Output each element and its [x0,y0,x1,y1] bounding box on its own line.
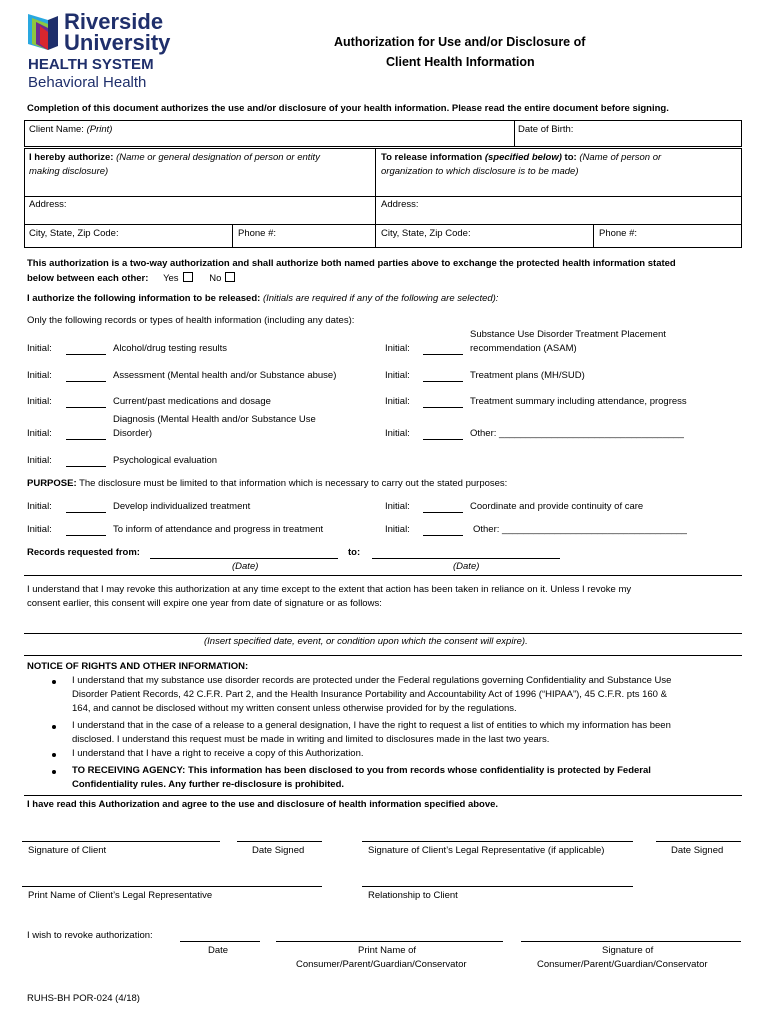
print-rep-label: Print Name of Client’s Legal Representative [28,890,213,901]
logo-behavioral-health: Behavioral Health [28,74,147,91]
notice-bullet-4-cont: Confidentiality rules. Any further re-disclosure is prohibited. [72,779,345,790]
initial-label: Initial: [385,501,410,512]
records-to-line[interactable] [372,558,560,559]
yes-checkbox[interactable] [183,272,193,282]
agree-text: I have read this Authorization and agree to the use and disclosure of health information specified above. [27,799,499,810]
purpose-item: Coordinate and provide continuity of care [470,501,644,512]
notice-bullet-3: I understand that I have a right to receive a copy of this Authorization. [72,748,364,759]
form-title-line1: Authorization for Use and/or Disclosure of [334,35,586,49]
date-signed-line-2[interactable] [656,841,741,842]
signature-of-client-label: Signature of Client [28,845,107,856]
address-right-field[interactable]: Address: [381,199,419,210]
rep-signature-line[interactable] [362,841,633,842]
other-purpose-field[interactable]: Other: ___________________________________ [473,524,687,535]
purpose-item: To inform of attendance and progress in treatment [113,524,324,535]
record-item: recommendation (ASAM) [470,343,577,354]
two-way-text-line1: This authorization is a two-way authorization and shall authorize both named parties above to exchange the protected health information stated [27,258,676,269]
initial-line[interactable] [66,535,106,536]
date-of-birth-field[interactable]: Date of Birth: [518,124,574,135]
record-item: Alcohol/drug testing results [113,343,228,354]
recipient-field[interactable]: To release information (specified below) to: (Name of person or [381,152,662,163]
client-name-field[interactable]: Client Name: (Print) [29,124,113,135]
notice-bullet-1: I understand that my substance use disorder records are protected under the Federal regulations governing Confidentiality and Substance Use [72,675,672,686]
release-only-text: Only the following records or types of health information (including any dates): [27,315,355,326]
client-row-box [24,120,742,147]
records-requested-label: Records requested from: [27,547,140,558]
purpose-item: Develop individualized treatment [113,501,251,512]
initial-label: Initial: [27,343,52,354]
authorizer-field[interactable]: I hereby authorize: (Name or general designation of person or entity [29,152,320,163]
logo-university: University [64,30,171,55]
insert-hint: (Insert specified date, event, or condition upon which the consent will expire). [204,636,528,647]
record-item: Diagnosis (Mental Health and/or Substance Use [113,414,316,425]
revoke-signature-line[interactable] [521,941,741,942]
release-heading: I authorize the following information to be released: (Initials are required if any of the following are selected): [27,293,499,304]
initial-line[interactable] [66,381,106,382]
rep-signature-label: Signature of Client’s Legal Representative (if applicable) [368,845,605,856]
record-item: Treatment plans (MH/SUD) [470,370,585,381]
notice-bullet-4: TO RECEIVING AGENCY: This information has been disclosed to you from records whose confidentiality is protected by Federal [72,765,651,776]
date-signed-label: Date Signed [252,845,305,856]
initial-label: Initial: [385,428,410,439]
initial-line[interactable] [423,439,463,440]
date-hint-left: (Date) [232,561,259,572]
initial-label: Initial: [27,501,52,512]
initial-label: Initial: [27,370,52,381]
revoke-label: I wish to revoke authorization: [27,930,153,941]
initial-label: Initial: [385,343,410,354]
logo-health-system: HEALTH SYSTEM [28,56,154,73]
intro-text: Completion of this document authorizes the use and/or disclosure of your health information. Please read the entire document before signing. [27,103,669,114]
phone-right-field[interactable]: Phone #: [599,228,638,239]
initial-line[interactable] [423,354,463,355]
revoke-text-line2: consent earlier, this consent will expire one year from date of signature or as follows: [27,598,382,609]
print-name-label: Print Name of [358,945,417,956]
address-left-field[interactable]: Address: [29,199,67,210]
initial-label: Initial: [27,396,52,407]
relationship-line[interactable] [362,886,633,887]
relationship-label: Relationship to Client [368,890,458,901]
phone-left-field[interactable]: Phone #: [238,228,277,239]
notice-bullet-2-cont: disclosed. I understand this request must be made in writing and limited to disclosures made in the last two years. [72,734,550,745]
purpose-heading: PURPOSE: The disclosure must be limited to that information which is necessary to carry out the stated purposes: [27,478,508,489]
initial-line[interactable] [66,439,106,440]
notice-bullet-2: I understand that in the case of a release to a general designation, I have the right to request a list of entities to which my information has been [72,720,671,731]
initial-label: Initial: [27,455,52,466]
records-to-label: to: [348,547,361,558]
initial-label: Initial: [385,396,410,407]
record-item: Current/past medications and dosage [113,396,271,407]
records-from-line[interactable] [150,558,338,559]
other-record-field[interactable]: Other: ___________________________________ [470,428,684,439]
signature-of-label-cont: Consumer/Parent/Guardian/Conservator [537,959,708,970]
form-id: RUHS-BH POR-024 (4/18) [27,993,140,1004]
record-item: Treatment summary including attendance, progress [470,396,687,407]
notice-title: NOTICE OF RIGHTS AND OTHER INFORMATION: [27,661,249,672]
print-rep-line[interactable] [22,886,322,887]
city-right-field[interactable]: City, State, Zip Code: [381,228,471,239]
initial-label: Initial: [385,524,410,535]
logo-riverside: Riverside [64,9,164,34]
signature-of-label: Signature of [602,945,654,956]
date-signed-label: Date Signed [671,845,724,856]
revoke-date-line[interactable] [180,941,260,942]
revoke-print-name-line[interactable] [276,941,503,942]
initial-label: Initial: [385,370,410,381]
expiration-line[interactable] [24,633,742,634]
record-item: Psychological evaluation [113,455,218,466]
record-item: Assessment (Mental health and/or Substance abuse) [113,370,337,381]
initial-label: Initial: [27,524,52,535]
city-left-field[interactable]: City, State, Zip Code: [29,228,119,239]
client-signature-line[interactable] [22,841,220,842]
print-name-label-cont: Consumer/Parent/Guardian/Conservator [296,959,467,970]
form-title-line2: Client Health Information [386,55,535,69]
no-checkbox[interactable] [225,272,235,282]
authorizer-hint: making disclosure) [29,166,109,177]
recipient-hint: organization to which disclosure is to be made) [381,166,579,177]
record-item: Substance Use Disorder Treatment Placement [470,329,666,340]
initial-line[interactable] [66,466,106,467]
notice-bullet-1-cont: 164, and cannot be disclosed without my written consent unless otherwise provided for by the regulations. [72,703,517,714]
revoke-text-line1: I understand that I may revoke this authorization at any time except to the extent that action has been taken in reliance on it. Unless I revoke my [27,584,632,595]
initial-line[interactable] [423,512,463,513]
two-way-line2: below between each other: Yes No [27,272,241,284]
logo-mark-icon [28,14,60,50]
initial-line[interactable] [66,354,106,355]
initial-line[interactable] [423,535,463,536]
initial-line[interactable] [66,407,106,408]
initial-label: Initial: [27,428,52,439]
initial-line[interactable] [423,381,463,382]
initial-line[interactable] [66,512,106,513]
initial-line[interactable] [423,407,463,408]
record-item: Disorder) [113,428,153,439]
date-signed-line-1[interactable] [237,841,322,842]
notice-bullet-1-cont: Disorder Patient Records, 42 C.F.R. Part 2, and the Health Insurance Portability and Accountability Act of 1996 (“HIPAA”), 45 C.F.R. pts 160 & [72,689,667,700]
revoke-date-label: Date [208,945,229,956]
date-hint-right: (Date) [453,561,480,572]
